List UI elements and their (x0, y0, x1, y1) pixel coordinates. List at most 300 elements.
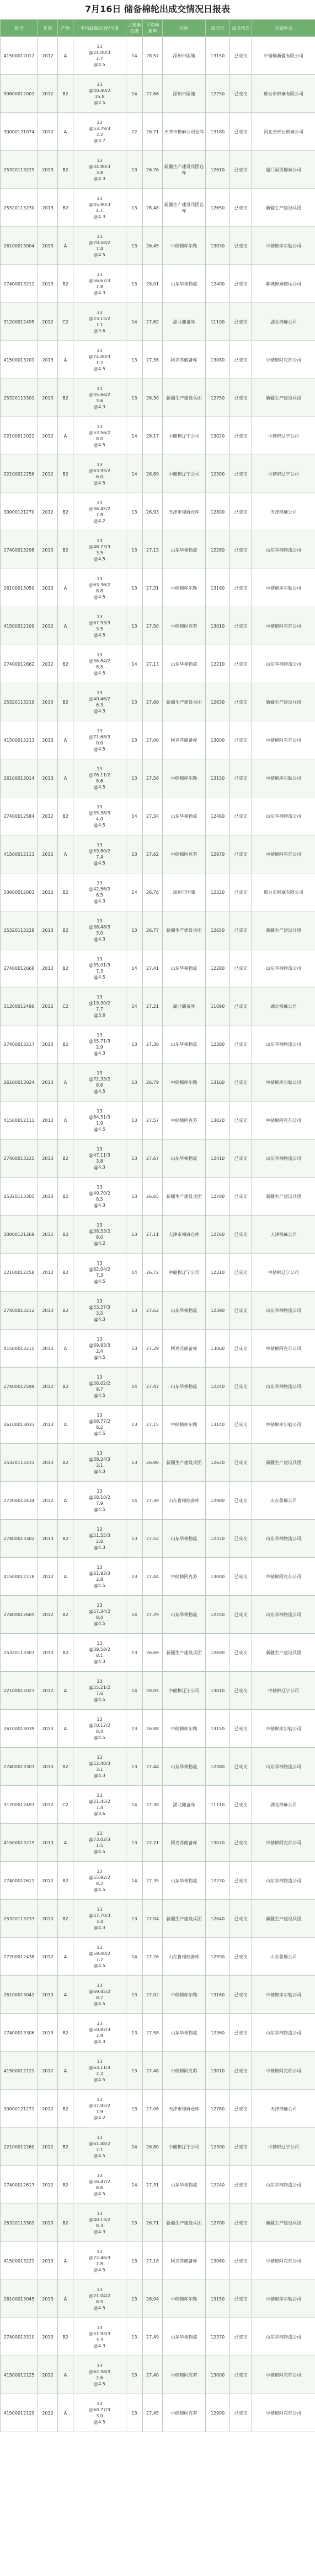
cell-origin: A (58, 1482, 73, 1520)
report-table (0, 19, 315, 2432)
table-row (1, 1938, 315, 1976)
cell-origin: A (58, 1710, 73, 1748)
cell-status: 已成交 (230, 1748, 252, 1786)
cell-price: 13010 (206, 2052, 230, 2090)
spec-line: 2.9 (96, 1045, 103, 1050)
spec-line: 13 (97, 1147, 103, 1152)
spec-line: 7.9 (96, 2109, 103, 2114)
spec-line: 8.7 (96, 1995, 103, 2000)
cell-origin: A (58, 1330, 73, 1368)
table-row (1, 607, 315, 645)
cell-warehouse: 新疆生产建设兵团 (163, 379, 206, 417)
cell-status: 已成交 (230, 2318, 252, 2356)
spec-line: 1.8 (96, 2261, 103, 2266)
spec-line: 13 (97, 2173, 103, 2178)
spec-line: 13 (97, 652, 103, 657)
table-row (1, 683, 315, 721)
cell-color: 14 (126, 1482, 143, 1520)
cell-depot: 新疆生产建设兵团 (252, 1900, 315, 1938)
cell-color: 14 (126, 455, 143, 493)
cell-batch: 41500012109 (1, 607, 38, 645)
spec-line: @57.34/2 (89, 1609, 110, 1614)
spec-line: 13 (97, 1489, 103, 1494)
cell-moist: 27.62 (143, 835, 163, 873)
spec-line: 13 (97, 500, 103, 505)
cell-depot: 天津棉麻公司 (252, 2090, 315, 2128)
cell-price: 11100 (206, 303, 230, 341)
cell-year: 2013 (38, 2204, 58, 2242)
spec-line: 1.9 (96, 1121, 103, 1126)
cell-color: 13 (126, 835, 143, 873)
cell-origin: B2 (58, 1444, 73, 1482)
cell-status: 已成交 (230, 37, 252, 75)
cell-spec (73, 1178, 126, 1216)
spec-line: @4.5 (94, 633, 105, 638)
table-row (1, 645, 315, 683)
cell-color: 13 (126, 1063, 143, 1101)
spec-line: 13 (97, 1071, 103, 1076)
spec-line: 7.4 (96, 246, 103, 251)
cell-moist: 27.47 (143, 1368, 163, 1406)
table-row (1, 1748, 315, 1786)
spec-line: @62.58/3 (89, 2369, 110, 2374)
cell-depot: 中储棉库尔勒公司 (252, 759, 315, 797)
cell-origin: A (58, 721, 73, 759)
cell-batch: 27400012668 (1, 949, 38, 987)
table-row (1, 1634, 315, 1672)
cell-spec (73, 1786, 126, 1824)
spec-line: 7.8 (96, 284, 103, 289)
cell-color: 13 (126, 1634, 143, 1672)
spec-line: @4.5 (94, 823, 105, 828)
column-header: 产地 (58, 20, 73, 37)
cell-price: 12980 (206, 1482, 230, 1520)
cell-origin: B2 (58, 1520, 73, 1558)
cell-warehouse: 山东华棉物流 (163, 1748, 206, 1786)
cell-year: 2013 (38, 265, 58, 303)
cell-depot: 中储棉库尔勒公司 (252, 569, 315, 607)
cell-status: 已成交 (230, 987, 252, 1025)
spec-line: 2.6 (96, 2375, 103, 2380)
cell-batch: 50600012003 (1, 873, 38, 911)
cell-warehouse: 山东华棉物流 (163, 1368, 206, 1406)
cell-depot: 湖北棉麻公司 (252, 1786, 315, 1824)
cell-status: 已成交 (230, 721, 252, 759)
cell-year: 2013 (38, 531, 58, 569)
cell-batch: 27400013225 (1, 1140, 38, 1178)
cell-origin: A (58, 37, 73, 75)
table-row (1, 1292, 315, 1330)
cell-moist: 27.50 (143, 607, 163, 645)
cell-warehouse: 天津市棉麻仓库 (163, 493, 206, 531)
cell-price: 11110 (206, 1786, 230, 1824)
cell-moist: 27.18 (143, 2242, 163, 2280)
cell-origin: B2 (58, 683, 73, 721)
cell-status: 已成交 (230, 1900, 252, 1938)
spec-line: @63.36/2 (89, 582, 110, 587)
cell-price: 12210 (206, 645, 230, 683)
spec-line: @4.3 (94, 214, 105, 219)
cell-price: 13080 (206, 341, 230, 379)
cell-year: 2013 (38, 1292, 58, 1330)
table-row (1, 1596, 315, 1634)
spec-line: 13 (97, 158, 103, 163)
spec-line: 7.4 (96, 855, 103, 860)
cell-warehouse: 新疆生产建设兵团 (163, 1900, 206, 1938)
cell-spec (73, 1330, 126, 1368)
spec-line: 3.5 (96, 1311, 103, 1316)
cell-year: 2012 (38, 607, 58, 645)
spec-line: 2.2 (96, 2071, 103, 2076)
spec-line: @19.30/2 (89, 1001, 110, 1006)
cell-warehouse: 山东华棉物流 (163, 1596, 206, 1634)
cell-moist: 27.57 (143, 1101, 163, 1140)
spec-line: @4.5 (94, 1735, 105, 1740)
cell-batch: 41500013221 (1, 2242, 38, 2280)
cell-status: 已成交 (230, 1444, 252, 1482)
cell-spec (73, 683, 126, 721)
cell-year: 2013 (38, 1824, 58, 1862)
cell-origin: A (58, 227, 73, 265)
cell-warehouse: 新疆生产建设兵团 (163, 1444, 206, 1482)
cell-year: 2013 (38, 2280, 58, 2318)
cell-moist: 27.66 (143, 75, 163, 113)
cell-origin: A (58, 1406, 73, 1444)
cell-batch: 27400013298 (1, 531, 38, 569)
cell-status: 已成交 (230, 189, 252, 227)
cell-origin: B2 (58, 493, 73, 531)
cell-batch: 27400013212 (1, 1292, 38, 1330)
cell-warehouse: 中储棉库尔勒 (163, 2280, 206, 2318)
cell-price: 13010 (206, 607, 230, 645)
cell-moist: 27.29 (143, 1330, 163, 1368)
spec-line: @76.11/2 (89, 773, 110, 777)
cell-status: 已成交 (230, 341, 252, 379)
spec-line: @4.5 (94, 861, 105, 866)
cell-origin: A (58, 1672, 73, 1710)
spec-line: 3.5 (96, 627, 103, 631)
cell-year: 2012 (38, 1558, 58, 1596)
cell-color: 13 (126, 1330, 143, 1368)
cell-color: 13 (126, 2356, 143, 2394)
cell-spec (73, 1900, 126, 1938)
cell-year: 2013 (38, 683, 58, 721)
cell-moist: 26.45 (143, 227, 163, 265)
cell-depot: 新疆生产建设兵团 (252, 1444, 315, 1482)
cell-origin: B2 (58, 1292, 73, 1330)
cell-origin: B2 (58, 1748, 73, 1786)
table-row (1, 835, 315, 873)
cell-spec (73, 1482, 126, 1520)
cell-origin: B2 (58, 2014, 73, 2052)
cell-batch: 22100012258 (1, 1254, 38, 1292)
cell-year: 2012 (38, 645, 58, 683)
cell-color: 13 (126, 2318, 143, 2356)
spec-line: @40.70/2 (89, 1191, 110, 1196)
cell-color: 13 (126, 607, 143, 645)
cell-year: 2012 (38, 1216, 58, 1254)
cell-status: 已成交 (230, 2014, 252, 2052)
spec-line: 13 (97, 2401, 103, 2406)
cell-status: 已成交 (230, 2280, 252, 2318)
cell-depot: 聊城棉麻储运公司 (252, 265, 315, 303)
cell-status: 已成交 (230, 1482, 252, 1520)
cell-warehouse: 中储棉辽宁公司 (163, 2128, 206, 2166)
cell-moist: 26.72 (143, 1254, 163, 1292)
table-row (1, 1216, 315, 1254)
spec-line: @53.79/3 (89, 126, 110, 131)
cell-warehouse: 中储棉辽宁公司 (163, 1254, 206, 1292)
cell-price: 12780 (206, 2090, 230, 2128)
cell-moist: 27.69 (143, 683, 163, 721)
cell-batch: 27400013306 (1, 2014, 38, 2052)
table-row (1, 2280, 315, 2318)
cell-price: 12970 (206, 835, 230, 873)
spec-line: @62.04/2 (89, 1267, 110, 1272)
cell-depot: 中储棉阿克苏公司 (252, 1101, 315, 1140)
table-row (1, 1406, 315, 1444)
cell-warehouse: 新疆生产建设兵团仓库 (163, 189, 206, 227)
cell-price: 12690 (206, 1634, 230, 1672)
cell-depot: 中储棉库尔勒公司 (252, 1976, 315, 2014)
cell-status: 已成交 (230, 1520, 252, 1558)
cell-warehouse: 中储棉阿克苏 (163, 835, 206, 873)
cell-origin: B2 (58, 1140, 73, 1178)
spec-line: 13 (97, 766, 103, 771)
spec-line: @74.80/3 (89, 354, 110, 359)
cell-year: 2012 (38, 1862, 58, 1900)
spec-line: @4.3 (94, 709, 105, 714)
cell-year: 2013 (38, 2242, 58, 2280)
cell-moist: 27.35 (143, 1862, 163, 1900)
cell-batch: 27400012599 (1, 1368, 38, 1406)
spec-line: @37.70/3 (89, 1913, 110, 1918)
cell-depot: 中储棉阿克苏公司 (252, 1558, 315, 1596)
spec-line: @4.5 (94, 1887, 105, 1892)
cell-spec (73, 1748, 126, 1786)
cell-price: 12750 (206, 379, 230, 417)
cell-color: 13 (126, 227, 143, 265)
spec-line: @4.3 (94, 2039, 105, 2044)
cell-moist: 27.49 (143, 2318, 163, 2356)
cell-year: 2012 (38, 2052, 58, 2090)
cell-batch: 26100013014 (1, 759, 38, 797)
cell-batch: 27200012438 (1, 1938, 38, 1976)
spec-line: 7.7 (96, 1957, 103, 1962)
cell-moist: 27.48 (143, 2052, 163, 2090)
cell-status: 已成交 (230, 873, 252, 911)
spec-line: 13 (97, 804, 103, 809)
cell-color: 13 (126, 379, 143, 417)
cell-year: 2012 (38, 2394, 58, 2432)
cell-spec (73, 2128, 126, 2166)
cell-batch: 41500013219 (1, 1824, 38, 1862)
table-row (1, 1786, 315, 1824)
cell-origin: A (58, 607, 73, 645)
spec-line: 1.7 (96, 56, 103, 61)
spec-line: 8.2 (96, 1425, 103, 1430)
table-header (1, 20, 315, 37)
cell-warehouse: 山东华棉物流 (163, 1140, 206, 1178)
cell-batch: 27400012617 (1, 2166, 38, 2204)
cell-moist: 27.52 (143, 1520, 163, 1558)
cell-year: 2013 (38, 1748, 58, 1786)
cell-spec (73, 2204, 126, 2242)
spec-line: @40.40/2 (89, 88, 110, 93)
column-header: 成交状态 (230, 20, 252, 37)
spec-line: @23.15/2 (89, 316, 110, 321)
table-row (1, 873, 315, 911)
cell-year: 2012 (38, 2090, 58, 2128)
cell-year: 2012 (38, 797, 58, 835)
cell-batch: 27400013310 (1, 2318, 38, 2356)
spec-line: 8.8 (96, 588, 103, 593)
spec-line: @4.3 (94, 899, 105, 904)
cell-warehouse: 中储棉阿克苏 (163, 607, 206, 645)
spec-line: 13 (97, 2325, 103, 2330)
cell-status: 已成交 (230, 1406, 252, 1444)
table-row (1, 1025, 315, 1063)
cell-moist: 26.89 (143, 455, 163, 493)
spec-line: @4.5 (94, 1279, 105, 1284)
spec-line: 1.5 (96, 1843, 103, 1848)
spec-line: 8.6 (96, 2185, 103, 2190)
cell-color: 13 (126, 569, 143, 607)
spec-line: @70.58/2 (89, 240, 110, 245)
spec-line: @4.5 (94, 2305, 105, 2310)
cell-price: 12410 (206, 1140, 230, 1178)
cell-depot: 中储棉库尔勒公司 (252, 1406, 315, 1444)
spec-line: 8.5 (96, 665, 103, 669)
cell-batch: 41500013201 (1, 341, 38, 379)
spec-line: @4.2 (94, 1241, 105, 1246)
spec-line: 7.6 (96, 1691, 103, 1696)
table-row (1, 2090, 315, 2128)
table-row (1, 1330, 315, 1368)
cell-year: 2013 (38, 1406, 58, 1444)
cell-price: 13010 (206, 1672, 230, 1710)
cell-year: 2013 (38, 721, 58, 759)
cell-price: 12650 (206, 911, 230, 949)
cell-moist: 27.40 (143, 2356, 163, 2394)
cell-price: 13000 (206, 721, 230, 759)
spec-line: @71.68/3 (89, 735, 110, 739)
cell-color: 14 (126, 1596, 143, 1634)
cell-origin: B2 (58, 1900, 73, 1938)
spec-line: @72.33/2 (89, 1077, 110, 1082)
cell-year: 2013 (38, 2318, 58, 2356)
spec-line: 13 (97, 196, 103, 201)
cell-color: 13 (126, 2280, 143, 2318)
cell-spec (73, 1292, 126, 1330)
cell-warehouse: 中储棉阿克苏 (163, 2052, 206, 2090)
table-row (1, 1520, 315, 1558)
cell-color: 14 (126, 1672, 143, 1710)
cell-year: 2012 (38, 75, 58, 113)
cell-price: 12700 (206, 1178, 230, 1216)
spec-line: 13 (97, 44, 103, 49)
cell-batch: 31200012497 (1, 1786, 38, 1824)
spec-line: 13 (97, 462, 103, 467)
cell-year: 2013 (38, 1976, 58, 2014)
cell-warehouse: 山东华棉物流 (163, 265, 206, 303)
cell-year: 2012 (38, 455, 58, 493)
cell-color: 13 (126, 265, 143, 303)
cell-depot: 中储棉辽宁公司 (252, 455, 315, 493)
cell-status: 已成交 (230, 2090, 252, 2128)
column-header: 平均回潮率 (143, 20, 163, 37)
cell-status: 已成交 (230, 2128, 252, 2166)
cell-spec (73, 949, 126, 987)
cell-depot: 湖北棉麻公司 (252, 987, 315, 1025)
cell-warehouse: 中储棉阿克苏 (163, 1558, 206, 1596)
cell-color: 13 (126, 2090, 143, 2128)
spec-line: 6.5 (96, 893, 103, 898)
cell-moist: 27.38 (143, 1025, 163, 1063)
cell-color: 13 (126, 759, 143, 797)
cell-batch: 26100013004 (1, 227, 38, 265)
cell-spec (73, 1406, 126, 1444)
cell-warehouse: 山东鲁棉储备库 (163, 1938, 206, 1976)
cell-origin: B2 (58, 1025, 73, 1063)
cell-spec (73, 2242, 126, 2280)
cell-moist: 26.88 (143, 1710, 163, 1748)
spec-line: @4.5 (94, 252, 105, 257)
cell-origin: B2 (58, 189, 73, 227)
cell-warehouse: 阿克苏储备库 (163, 721, 206, 759)
cell-moist: 26.79 (143, 1063, 163, 1101)
cell-moist: 27.13 (143, 531, 163, 569)
spec-line: 13 (97, 1337, 103, 1342)
spec-line: 8.5 (96, 1197, 103, 1202)
cell-color: 13 (126, 2394, 143, 2432)
table-row (1, 1900, 315, 1938)
spec-line: @58.10/2 (89, 1495, 110, 1500)
cell-year: 2012 (38, 1101, 58, 1140)
cell-spec (73, 2052, 126, 2090)
cell-origin: B2 (58, 151, 73, 189)
cell-spec (73, 303, 126, 341)
spec-line: @61.48/2 (89, 2141, 110, 2146)
cell-origin: B2 (58, 1596, 73, 1634)
cell-batch: 30000121074 (1, 113, 38, 151)
spec-line: 13 (97, 1679, 103, 1684)
cell-color: 13 (126, 1025, 143, 1063)
cell-warehouse: 山东华棉物流 (163, 531, 206, 569)
column-header: 批号 (1, 20, 38, 37)
spec-line: @72.46/3 (89, 2255, 110, 2260)
cell-depot: 邢台市棉麻有限公司 (252, 873, 315, 911)
cell-depot: 山东华棉物流公司 (252, 949, 315, 987)
spec-line: @4.5 (94, 2381, 105, 2386)
cell-moist: 26.76 (143, 873, 163, 911)
cell-origin: A (58, 1824, 73, 1862)
table-row (1, 2318, 315, 2356)
cell-origin: B2 (58, 1862, 73, 1900)
cell-color: 13 (126, 1406, 143, 1444)
cell-status: 已成交 (230, 1178, 252, 1216)
spec-line: @36.48/3 (89, 925, 110, 930)
spec-line: 13 (97, 386, 103, 391)
cell-origin: A (58, 1558, 73, 1596)
cell-price: 13150 (206, 37, 230, 75)
table-row (1, 1178, 315, 1216)
cell-batch: 25320113231 (1, 1444, 38, 1482)
cell-spec (73, 987, 126, 1025)
spec-line: 7.9 (96, 1501, 103, 1506)
spec-line: 8.3 (96, 2223, 103, 2228)
spec-line: 13 (97, 2059, 103, 2064)
